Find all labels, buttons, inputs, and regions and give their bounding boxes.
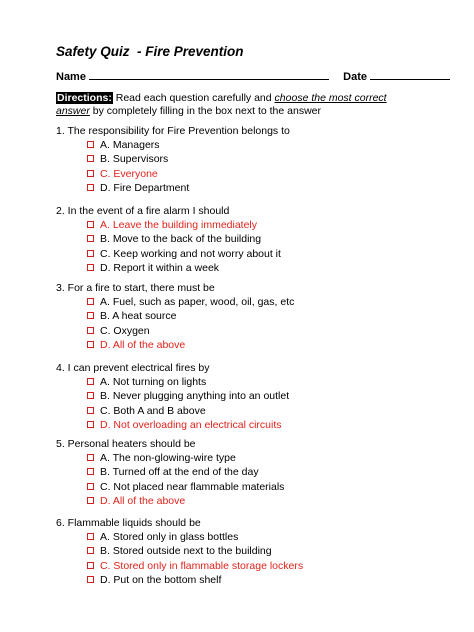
answer-checkbox[interactable] (87, 155, 94, 162)
answer-option (56, 389, 290, 403)
question-2 (56, 204, 281, 275)
answer-label: C. Everyone (100, 167, 158, 180)
answer-checkbox[interactable] (87, 454, 94, 461)
answer-checkbox[interactable] (87, 235, 94, 242)
question-3 (56, 281, 295, 352)
question-text: 5. Personal heaters should be (56, 438, 196, 450)
answer-checkbox[interactable] (87, 468, 94, 475)
answer-checkbox[interactable] (87, 483, 94, 490)
question-6 (56, 516, 304, 587)
directions-paragraph (56, 92, 416, 118)
answer-checkbox[interactable] (87, 298, 94, 305)
answer-checkbox[interactable] (87, 221, 94, 228)
name-label: Name (56, 71, 86, 83)
answer-label: C. Stored only in flammable storage lockers (100, 559, 304, 572)
page-title: Safety Quiz - Fire Prevention (56, 44, 244, 59)
answer-option (56, 544, 272, 558)
answer-option (56, 167, 290, 181)
answer-checkbox[interactable] (87, 562, 94, 569)
date-field[interactable] (370, 70, 450, 80)
name-date-line (56, 70, 450, 83)
question-text: 3. For a fire to start, there must be (56, 282, 215, 294)
answer-checkbox[interactable] (87, 250, 94, 257)
answer-checkbox[interactable] (87, 184, 94, 191)
answer-checkbox[interactable] (87, 547, 94, 554)
answer-label: C. Both A and B above (100, 404, 206, 417)
answer-checkbox[interactable] (87, 327, 94, 334)
question-text: 4. I can prevent electrical fires by (56, 362, 210, 374)
answer-label: D. All of the above (100, 494, 186, 507)
answer-label: D. Fire Department (100, 181, 190, 194)
answer-checkbox[interactable] (87, 497, 94, 504)
answer-option (56, 232, 262, 246)
answer-label: C. Not placed near flammable materials (100, 480, 285, 493)
answer-option (56, 418, 282, 432)
question-text: 6. Flammable liquids should be (56, 517, 201, 529)
name-field[interactable] (89, 70, 329, 80)
answer-option (56, 309, 215, 323)
answer-label: D. Put on the bottom shelf (100, 573, 222, 586)
answer-option (56, 559, 304, 573)
directions-emphasis: choose the most correct answer (56, 92, 387, 117)
answer-option (56, 375, 210, 389)
answer-option (56, 218, 258, 232)
question-text: 1. The responsibility for Fire Prevention belongs to (56, 125, 290, 137)
answer-checkbox[interactable] (87, 312, 94, 319)
answer-checkbox[interactable] (87, 533, 94, 540)
directions-label: Directions: (57, 92, 112, 104)
answer-checkbox[interactable] (87, 141, 94, 148)
question-4 (56, 361, 290, 432)
directions-text-after: by completely filling in the box next to the answer (89, 105, 321, 117)
answer-label: C. Keep working and not worry about it (100, 247, 281, 260)
answer-checkbox[interactable] (87, 170, 94, 177)
answer-option (56, 138, 290, 152)
answer-option (56, 295, 295, 309)
answer-checkbox[interactable] (87, 392, 94, 399)
answer-option (56, 324, 215, 338)
answer-label: A. Not turning on lights (100, 376, 207, 388)
answer-label: B. Move to the back of the building (100, 233, 262, 246)
directions-text-before: Read each question carefully and (112, 92, 275, 104)
question-5 (56, 437, 285, 508)
answer-checkbox[interactable] (87, 264, 94, 271)
answer-label: A. Fuel, such as paper, wood, oil, gas, etc (100, 296, 295, 308)
answer-option (56, 494, 196, 508)
answer-label: B. Stored outside next to the building (100, 545, 272, 558)
answer-option (56, 404, 210, 418)
answer-option (56, 338, 215, 352)
date-label: Date (343, 71, 367, 83)
answer-option (56, 451, 236, 465)
answer-label: B. Supervisors (100, 153, 169, 166)
answer-label: D. Not overloading an electrical circuits (100, 418, 282, 431)
answer-option (56, 573, 222, 587)
answer-label: A. Managers (100, 139, 160, 151)
answer-label: A. Leave the building immediately (100, 219, 258, 231)
answer-option (56, 530, 239, 544)
question-1 (56, 124, 290, 195)
answer-option (56, 480, 285, 494)
answer-checkbox[interactable] (87, 378, 94, 385)
answer-label: D. Report it within a week (100, 261, 220, 274)
answer-label: D. All of the above (100, 338, 186, 351)
answer-label: A. The non-glowing-wire type (100, 452, 236, 464)
answer-label: B. Never plugging anything into an outlet (100, 390, 290, 403)
answer-checkbox[interactable] (87, 576, 94, 583)
answer-label: B. A heat source (100, 310, 177, 323)
answer-option (56, 181, 290, 195)
answer-option (56, 247, 281, 261)
answer-option (56, 465, 259, 479)
answer-checkbox[interactable] (87, 341, 94, 348)
answer-option (56, 152, 290, 166)
answer-label: B. Turned off at the end of the day (100, 466, 259, 479)
answer-checkbox[interactable] (87, 407, 94, 414)
answer-label: C. Oxygen (100, 324, 150, 337)
answer-option (56, 261, 229, 275)
answer-checkbox[interactable] (87, 421, 94, 428)
answer-label: A. Stored only in glass bottles (100, 531, 239, 543)
question-text: 2. In the event of a fire alarm I should (56, 205, 230, 217)
